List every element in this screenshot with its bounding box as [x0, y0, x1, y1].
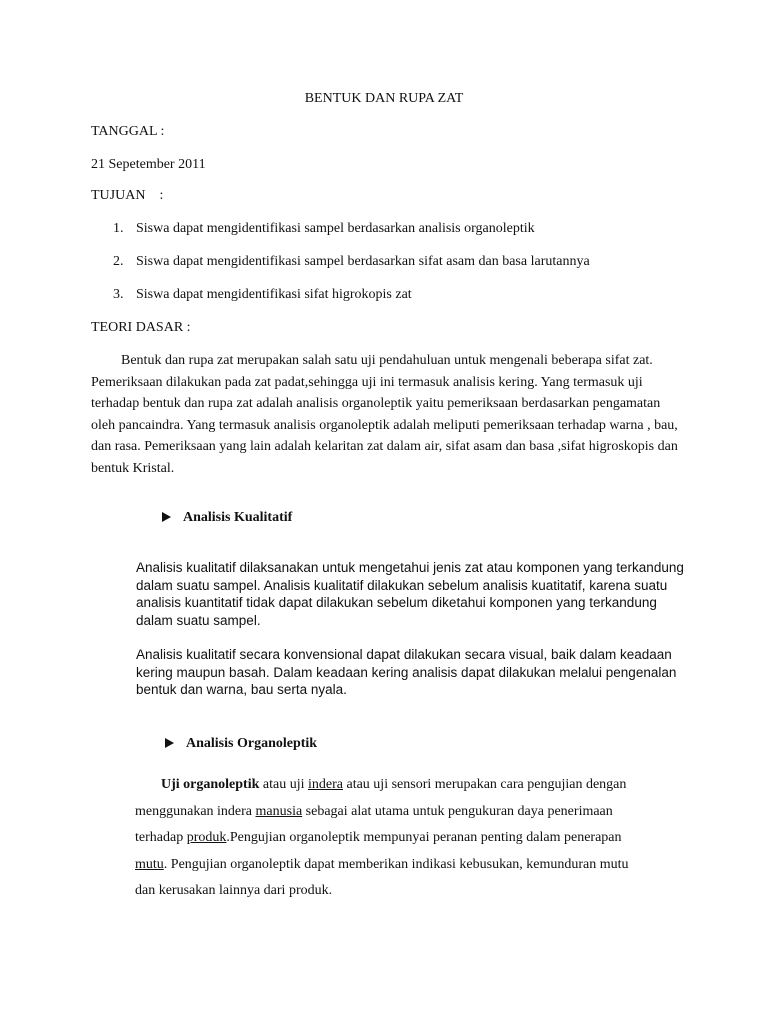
paragraph-line: [91, 878, 711, 905]
tujuan-label: TUJUAN :: [91, 188, 164, 203]
text-run: sebagai alat utama untuk pengukuran daya penerimaan: [302, 803, 613, 819]
list-item-number: 2.: [113, 254, 124, 269]
list-item: Siswa dapat mengidentifikasi sampel berdasarkan analisis organoleptik: [136, 221, 535, 236]
text-run: terhadap: [135, 830, 187, 845]
teori-paragraph: [91, 350, 681, 480]
text-run: . Pengujian organoleptik dapat memberikan indikasi kebusukan, kemunduran mutu: [163, 856, 629, 872]
organoleptik-heading-text: Analisis Organoleptik: [186, 736, 318, 751]
organoleptik-heading: [165, 736, 317, 752]
paragraph-line: [91, 772, 711, 799]
text-run: atau uji sensori merupakan cara pengujian dengan: [342, 777, 627, 792]
teori-paragraph-text: Bentuk dan rupa zat merupakan salah satu uji pendahuluan untuk mengenali beberapa sifat zat. Pemeriksaan dilakukan pada zat padat,sehingga uji ini termasuk analisis kering. Yang termasuk uji terhadap bentuk dan rupa zat adalah analisis organoleptik yaitu pemeriksaan berdasarkan pengamatan oleh pancaindra. Yang termasuk analisis organoleptik adalah meliputi pemeriksaan terhadap warna , bau, dan rasa. Pemeriksaan yang lain adalah kelaritan zat dalam air, sifat asam dan basa ,sifat higroskopis dan bentuk Kristal.: [91, 353, 678, 476]
text-run: atau uji: [259, 777, 308, 792]
list-item: Siswa dapat mengidentifikasi sifat higrokopis zat: [136, 287, 412, 302]
bold-term: Uji organoleptik: [161, 777, 260, 792]
link-produk[interactable]: produk: [186, 830, 227, 845]
arrow-bullet-icon: [165, 738, 174, 748]
link-manusia[interactable]: manusia: [255, 803, 303, 819]
teori-label: TEORI DASAR :: [91, 320, 191, 335]
tanggal-label: TANGGAL :: [91, 124, 165, 139]
arrow-bullet-icon: [162, 512, 171, 522]
text-run: dan kerusakan lainnya dari produk.: [135, 883, 333, 898]
tanggal-value: 21 Sepetember 2011: [91, 157, 206, 172]
list-item-number: 3.: [113, 287, 124, 302]
paragraph-line: [91, 825, 711, 852]
kualitatif-heading: [162, 510, 292, 526]
organoleptik-paragraph: [91, 772, 711, 905]
kualitatif-paragraph-1: Analisis kualitatif dilaksanakan untuk mengetahui jenis zat atau komponen yang terkandung dalam suatu sampel. Analisis kualitatif dilakukan sebelum analisis kuatitatif, karena suatu analisis kuantitatif tidak dapat dilakukan sebelum diketahui komponen yang terkandung dalam suatu sampel.: [136, 560, 684, 628]
text-run: .Pengujian organoleptik mempunyai peranan penting dalam penerapan: [226, 830, 622, 845]
list-item-number: 1.: [113, 221, 124, 236]
document-title: BENTUK DAN RUPA ZAT: [304, 91, 464, 106]
kualitatif-paragraph-2: Analisis kualitatif secara konvensional dapat dilakukan secara visual, baik dalam keadaan kering maupun basah. Dalam keadaan kering analisis dapat dilakukan melalui pengenalan bentuk dan warna, bau serta nyala.: [136, 647, 677, 697]
kualitatif-heading-text: Analisis Kualitatif: [183, 510, 293, 525]
link-mutu[interactable]: mutu: [135, 856, 164, 872]
text-run: menggunakan indera: [135, 803, 256, 819]
paragraph-line: [91, 852, 711, 879]
paragraph-line: [91, 799, 711, 826]
link-indera[interactable]: indera: [308, 777, 343, 792]
list-item: Siswa dapat mengidentifikasi sampel berdasarkan sifat asam dan basa larutannya: [136, 254, 590, 269]
